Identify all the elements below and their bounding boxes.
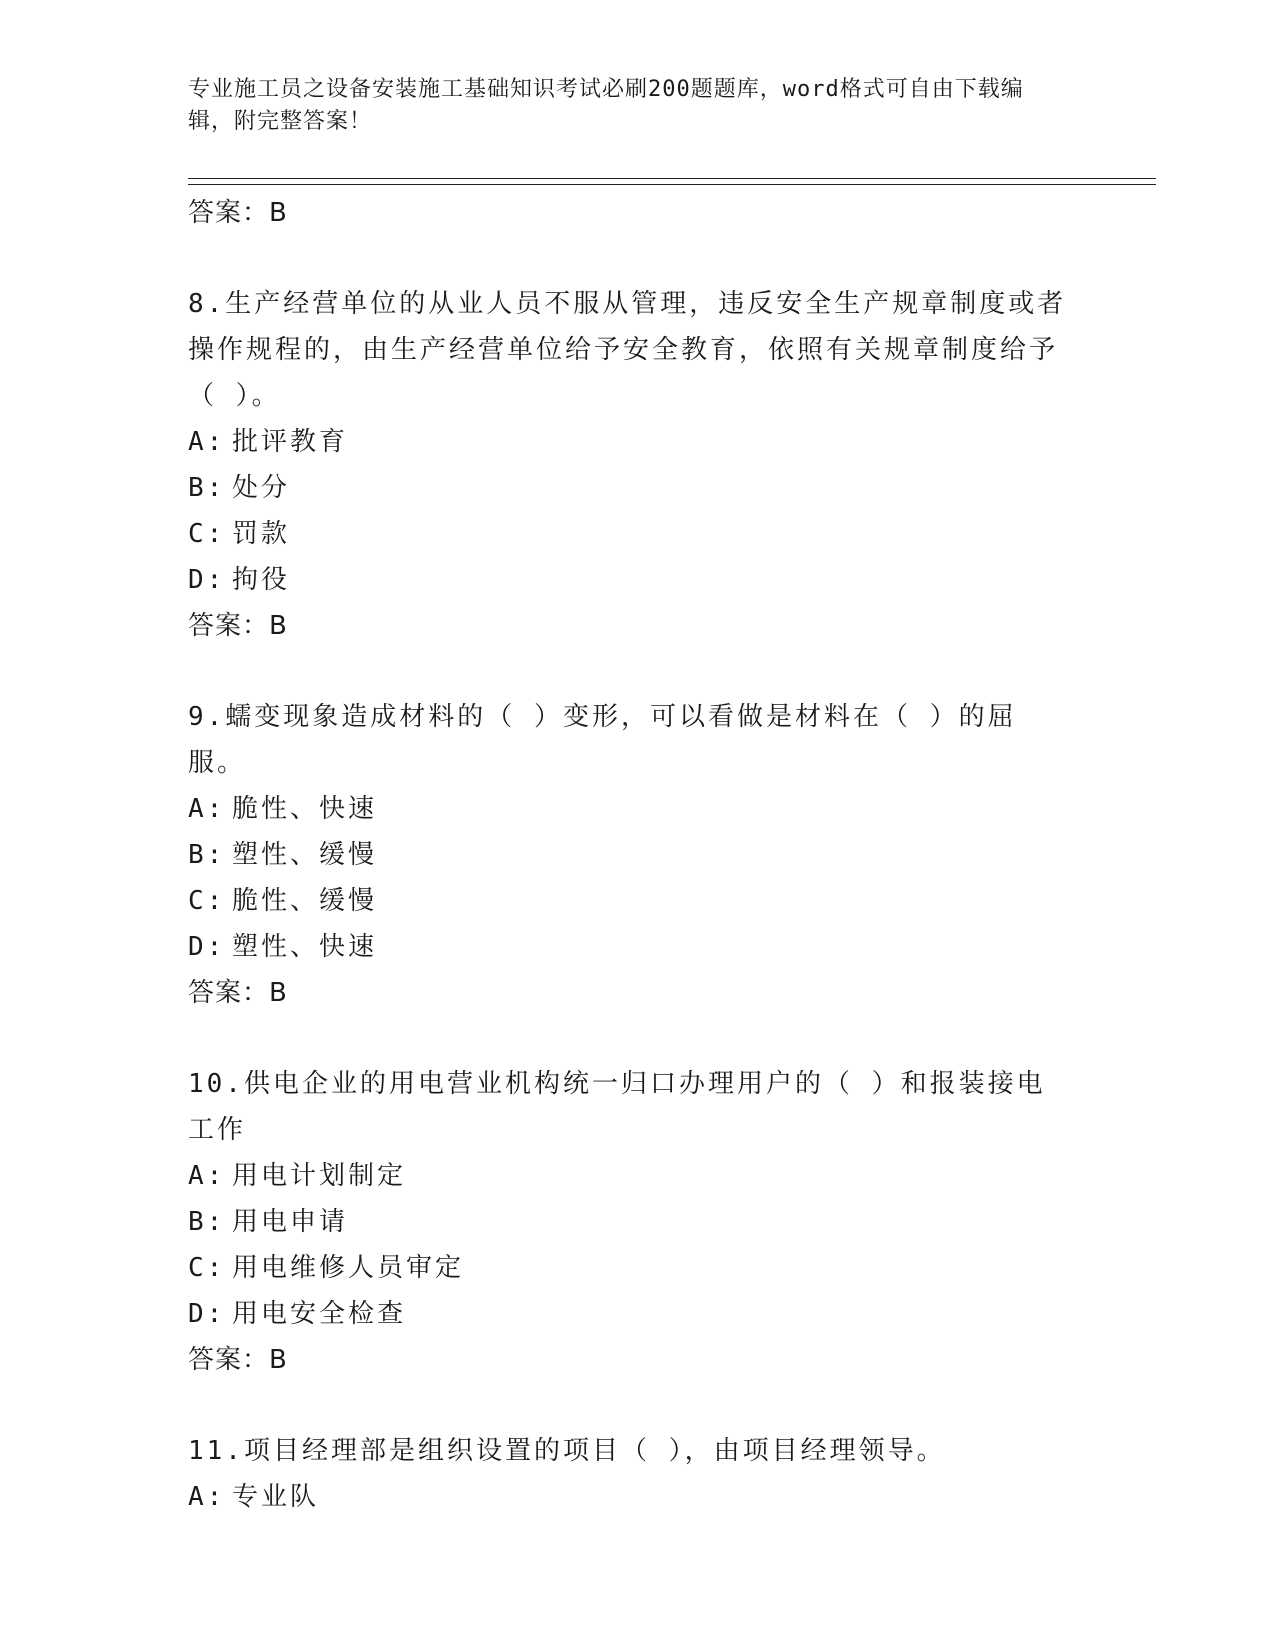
question-stem: 9.蠕变现象造成材料的（ ）变形，可以看做是材料在（ ）的屈服。 bbox=[188, 702, 1017, 778]
option-d bbox=[188, 557, 1068, 603]
header-rule-top bbox=[188, 178, 1156, 179]
option-key: D: bbox=[188, 932, 226, 962]
option-a bbox=[188, 786, 1068, 832]
question-9 bbox=[188, 694, 1068, 1016]
option-text: 罚款 bbox=[232, 519, 291, 549]
option-c bbox=[188, 1245, 1068, 1291]
option-c bbox=[188, 878, 1068, 924]
option-key: A: bbox=[188, 1482, 226, 1512]
option-text: 用电申请 bbox=[232, 1207, 349, 1237]
option-text: 塑性、快速 bbox=[232, 932, 378, 962]
question-stem: 11.项目经理部是组织设置的项目（ ），由项目经理领导。 bbox=[188, 1436, 946, 1466]
answer-line: 答案：B bbox=[188, 611, 288, 641]
answer-line: 答案：B bbox=[188, 198, 288, 228]
option-key: D: bbox=[188, 565, 226, 595]
question-stem: 10.供电企业的用电营业机构统一归口办理用户的（ ）和报装接电工作 bbox=[188, 1069, 1046, 1145]
option-key: A: bbox=[188, 1161, 226, 1191]
option-key: C: bbox=[188, 886, 226, 916]
option-key: A: bbox=[188, 794, 226, 824]
option-c bbox=[188, 511, 1068, 557]
option-text: 脆性、缓慢 bbox=[232, 886, 378, 916]
option-text: 用电维修人员审定 bbox=[232, 1253, 465, 1283]
option-text: 处分 bbox=[232, 473, 291, 503]
option-a bbox=[188, 1474, 1068, 1520]
option-b bbox=[188, 1199, 1068, 1245]
option-a bbox=[188, 419, 1068, 465]
question-8 bbox=[188, 281, 1068, 649]
option-text: 批评教育 bbox=[232, 427, 349, 457]
question-stem: 8.生产经营单位的从业人员不服从管理，违反安全生产规章制度或者操作规程的，由生产经营单位给予安全教育，依照有关规章制度给予（ ）。 bbox=[188, 289, 1067, 411]
option-key: B: bbox=[188, 473, 226, 503]
option-text: 专业队 bbox=[232, 1482, 320, 1512]
question-10 bbox=[188, 1061, 1068, 1383]
option-key: A: bbox=[188, 427, 226, 457]
option-key: D: bbox=[188, 1299, 226, 1329]
option-key: C: bbox=[188, 519, 226, 549]
question-11 bbox=[188, 1428, 1068, 1520]
header-rule-bottom bbox=[188, 184, 1156, 185]
option-text: 用电计划制定 bbox=[232, 1161, 407, 1191]
option-key: C: bbox=[188, 1253, 226, 1283]
question-list bbox=[188, 190, 1068, 1520]
option-d bbox=[188, 924, 1068, 970]
option-b bbox=[188, 465, 1068, 511]
option-a bbox=[188, 1153, 1068, 1199]
document-header: 专业施工员之设备安装施工基础知识考试必刷200题题库，word格式可自由下载编辑，附完整答案！ bbox=[188, 77, 1024, 134]
answer-line: 答案：B bbox=[188, 978, 288, 1008]
option-text: 用电安全检查 bbox=[232, 1299, 407, 1329]
option-text: 塑性、缓慢 bbox=[232, 840, 378, 870]
option-key: B: bbox=[188, 840, 226, 870]
option-d bbox=[188, 1291, 1068, 1337]
option-b bbox=[188, 832, 1068, 878]
answer-line: 答案：B bbox=[188, 1345, 288, 1375]
option-text: 脆性、快速 bbox=[232, 794, 378, 824]
option-key: B: bbox=[188, 1207, 226, 1237]
option-text: 拘役 bbox=[232, 565, 291, 595]
